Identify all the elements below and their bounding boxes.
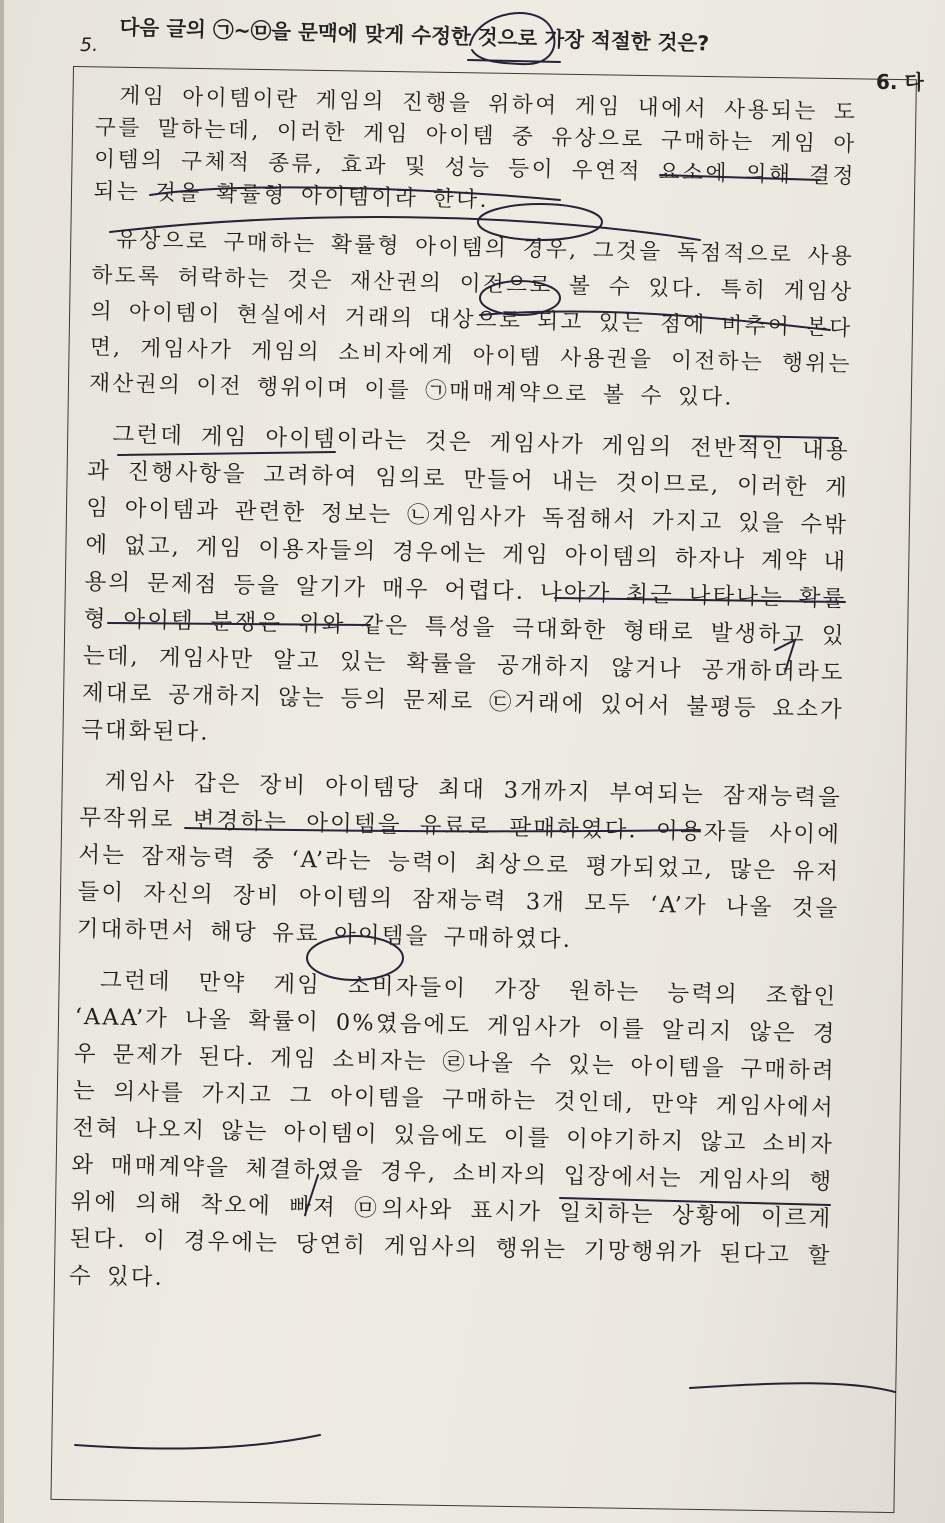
next-question-number: 6. 다 <box>876 70 924 94</box>
page-edge <box>0 0 4 1523</box>
passage <box>68 80 858 1326</box>
paragraph-5: 그런데 만약 게임 소비자들이 가장 원하는 능력의 조합인 ‘AAA’가 나올 확률이 0%였음에도 게임사가 이를 알리지 않은 경우 문제가 된다. 게임 소비자는 ㉣나올 수 있는 아이템을 구매하려는 의사를 가지고 그 아이템을 구매하는 것인데, 만약 게임사에서 전혀 나오지 않는 아이템이 있음에도 이를 이야기하지 않고 소비자와 매매계약을 체결하였을 경우, 소비자의 입장에서는 게임사의 행위에 의해 착오에 빠져 ㉤의사와 표시가 일치하는 상황에 이르게 된다. 이 경우에는 당연히 게임사의 행위는 기망행위가 된다고 할 수 있다. <box>68 967 838 1291</box>
question-number: 5. <box>80 34 99 56</box>
paragraph-2: 유상으로 구매하는 확률형 아이템의 경우, 그것을 독점적으로 사용하도록 허락하는 것은 재산권의 이전으로 볼 수 있다. 특히 게임상의 아이템이 현실에서 거래의 대상으로 되고 있는 점에 비추어 본다면, 게임사가 게임의 소비자에게 아이템 사용권을 이전하는 행위는 재산권의 이전 행위이며 이를 ㉠매매계약으로 볼 수 있다. <box>88 227 855 411</box>
paragraph-1: 게임 아이템이란 게임의 진행을 위하여 게임 내에서 사용되는 도구를 말하는데, 이러한 게임 아이템 중 유상으로 구매하는 게임 아이템의 구체적 종류, 효과 및 성능 등이 우연적 요소에 의해 결정되는 것을 확률형 아이템이라 한다. <box>93 83 858 213</box>
paragraph-3: 그런데 게임 아이템이라는 것은 게임사가 게임의 전반적인 내용과 진행사항을 고려하여 임의로 만들어 내는 것이므로, 이러한 게임 아이템과 관련한 정보는 ㉡게임사가 독점해서 가지고 있을 수밖에 없고, 게임 이용자들의 경우에는 게임 아이템의 하자나 계약 내용의 문제점 등을 알기가 매우 어렵다. 나아가 최근 나타나는 확률형 아이템 분쟁은 위와 같은 특성을 극대화한 형태로 발생하고 있는데, 게임사만 알고 있는 확률을 공개하지 않거나 공개하더라도 제대로 공개하지 않는 등의 문제로 ㉢거래에 있어서 불평등 요소가 극대화된다. <box>80 421 851 746</box>
paragraph-4: 게임사 갑은 장비 아이템당 최대 3개까지 부여되는 잠재능력을 무작위로 변경하는 아이템을 유료로 판매하였다. 이용자들 사이에서는 잠재능력 중 ‘A’라는 능력이 최상으로 평가되었고, 많은 유저들이 자신의 장비 아이템의 잠재능력 3개 모두 ‘A’가 나올 것을 기대하면서 해당 유료 아이템을 구매하였다. <box>76 768 843 954</box>
question-prompt: 다음 글의 ㉠~㉤을 문맥에 맞게 수정한 것으로 가장 적절한 것은? <box>119 14 710 56</box>
pen-underline-question <box>468 60 560 62</box>
